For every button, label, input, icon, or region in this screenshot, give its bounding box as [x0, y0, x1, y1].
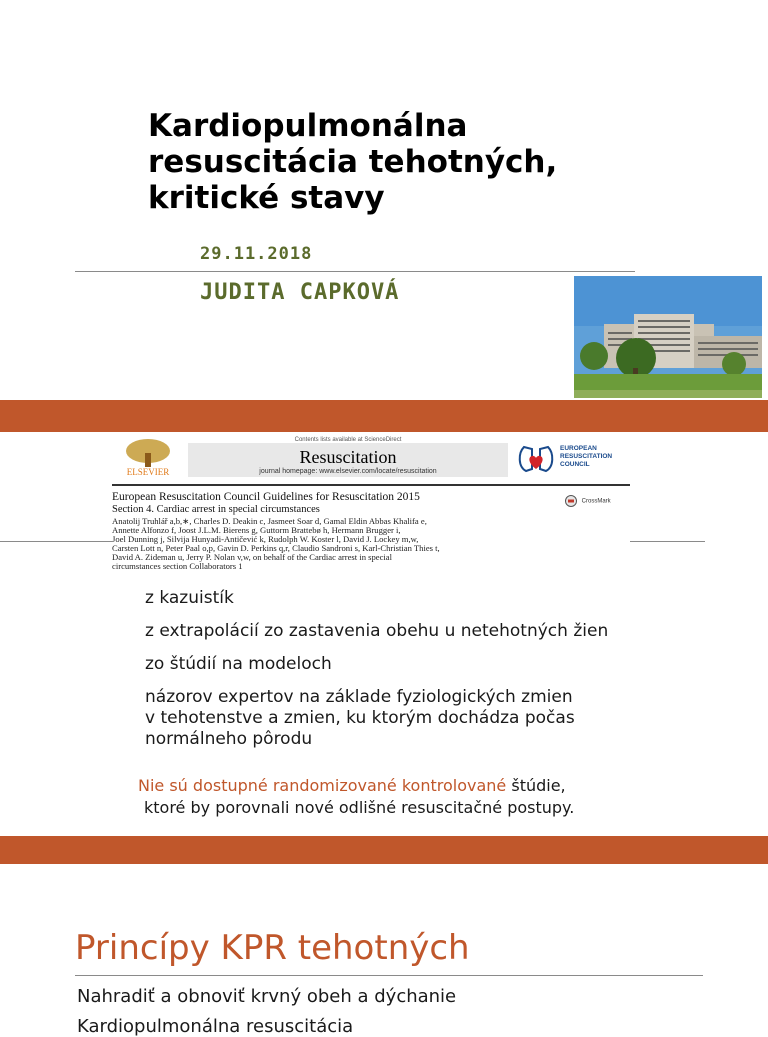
journal-name: Resuscitation: [299, 447, 397, 467]
author-line: Joel Dunning j, Silvija Hunyadi-Antičević k, Rudolph W. Koster l, David J. Lockey m,w,: [112, 533, 419, 544]
erc-logo-block: [516, 439, 630, 479]
author-line: Carsten Lott n, Peter Paal o,p, Gavin D. Perkins q,r, Claudio Sandroni s, Karl-Christian Thies t,: [112, 542, 440, 553]
journal-header-rule: [112, 484, 630, 486]
bullet-line: normálneho pôrodu: [145, 729, 313, 749]
author-line: Anatolij Truhlář a,b,∗, Charles D. Deakin c, Jasmeet Soar d, Gamal Eldin Abbas Khalifa e,: [112, 516, 427, 526]
slide-separator-band: [0, 836, 768, 864]
slide1-date: 29.11.2018: [200, 244, 313, 264]
author-line: David A. Zideman u, Jerry P. Nolan v,w, on behalf of the Cardiac arrest in special: [112, 551, 393, 562]
bullet-item: zo štúdií na modeloch: [145, 654, 332, 674]
note-highlight: Nie sú dostupné randomizované kontrolované: [138, 776, 507, 795]
journal-availability: Contents lists available at ScienceDirect: [294, 437, 402, 443]
publisher-name: ELSEVIER: [126, 467, 170, 477]
journal-header-image: [112, 437, 630, 571]
slide2-divider-left: [0, 541, 112, 542]
slide3-bullet: Nahradiť a obnoviť krvný obeh a dýchanie: [77, 986, 457, 1007]
author-line: Annette Alfonzo f, Joost J.L.M. Bierens g, Guttorm Brattebø h, Hermann Brugger i,: [112, 524, 401, 535]
bullet-item-multiline: [145, 687, 745, 750]
slide1-title-line2: resuscitácia tehotných,: [148, 144, 558, 180]
note-text-line2: ktoré by porovnali nové odlišné resuscitačné postupy.: [144, 798, 575, 817]
slide1-title: [148, 108, 668, 216]
slide1-title-line3: kritické stavy: [148, 180, 385, 216]
note-text: štúdie,: [506, 776, 566, 795]
bullet-line: názorov expertov na základe fyziologických zmien: [145, 687, 573, 707]
slide2-bullets: [145, 588, 745, 750]
erc-text-line2: RESUSCITATION: [560, 453, 613, 460]
hospital-building-photo: [574, 276, 762, 398]
slide1-divider: [75, 271, 635, 272]
bullet-line: v tehotenstve a zmien, ku ktorým dochádza počas: [145, 708, 575, 728]
crossmark-icon: [562, 495, 580, 507]
bullet-item: z extrapolácií zo zastavenia obehu u netehotných žien: [145, 621, 609, 641]
article-authors: [112, 517, 582, 570]
erc-text: [560, 445, 612, 469]
author-line: circumstances section Collaborators 1: [112, 560, 243, 571]
slide1-title-line1: Kardiopulmonálna: [148, 108, 468, 144]
slide2-divider-right: [630, 541, 705, 542]
slide3-bullet: Kardiopulmonálna resuscitácia: [77, 1016, 354, 1037]
crossmark-block: [562, 495, 611, 507]
slide1-author: JUDITA CAPKOVÁ: [200, 280, 400, 305]
erc-text-line3: COUNCIL: [560, 461, 590, 468]
journal-homepage: journal homepage: www.elsevier.com/locate/resuscitation: [259, 468, 437, 475]
bullet-item: z kazuistík: [145, 588, 234, 608]
slide-separator-band: [0, 400, 768, 432]
erc-text-line1: EUROPEAN: [560, 445, 597, 452]
slide3-divider: [75, 975, 703, 976]
slide2-note: [138, 775, 738, 819]
crossmark-label: CrossMark: [581, 498, 611, 505]
erc-heart-lungs-logo: [516, 439, 556, 479]
elsevier-tree-logo: [112, 437, 184, 477]
article-section: Section 4. Cardiac arrest in special circumstances: [112, 504, 320, 515]
slide3-title: Princípy KPR tehotných: [75, 928, 470, 968]
article-title: European Resuscitation Council Guidelines for Resuscitation 2015: [112, 491, 420, 503]
